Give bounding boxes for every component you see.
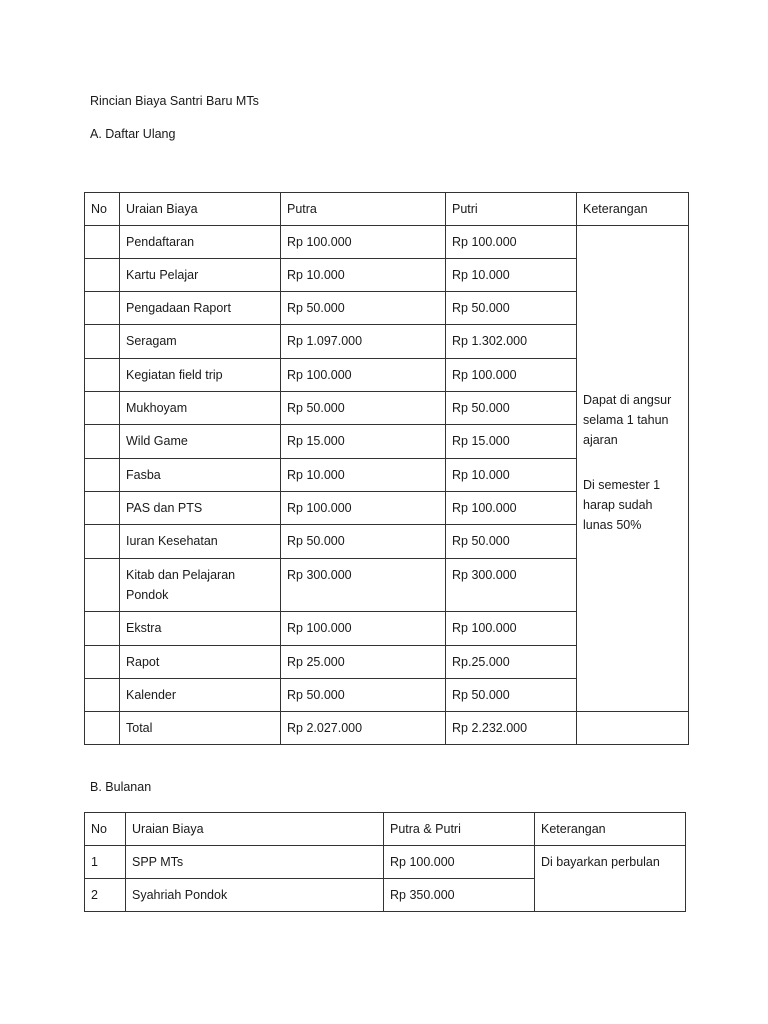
total-label: Total bbox=[120, 712, 281, 745]
total-putri: Rp 2.232.000 bbox=[446, 712, 577, 745]
item-cell: Mukhoyam bbox=[120, 392, 281, 425]
putra-cell: Rp 25.000 bbox=[281, 646, 446, 679]
item-cell: Pengadaan Raport bbox=[120, 292, 281, 325]
putri-cell: Rp 300.000 bbox=[446, 559, 577, 612]
putra-cell: Rp 1.097.000 bbox=[281, 325, 446, 359]
header-cell: No bbox=[85, 193, 120, 226]
putri-cell: Rp 1.302.000 bbox=[446, 325, 577, 359]
putra-cell: Rp 100.000 bbox=[281, 612, 446, 646]
putri-cell: Rp 10.000 bbox=[446, 259, 577, 292]
header-cell: Putra bbox=[281, 193, 446, 226]
item-cell: Syahriah Pondok bbox=[126, 879, 384, 912]
putri-cell: Rp 15.000 bbox=[446, 425, 577, 459]
total-putra: Rp 2.027.000 bbox=[281, 712, 446, 745]
putra-cell: Rp 100.000 bbox=[281, 492, 446, 525]
bulanan-table bbox=[84, 812, 686, 912]
header-cell: Keterangan bbox=[535, 813, 686, 846]
item-cell: SPP MTs bbox=[126, 846, 384, 879]
no-cell bbox=[85, 646, 120, 679]
no-cell bbox=[85, 559, 120, 612]
putra-cell: Rp 100.000 bbox=[281, 226, 446, 259]
putra-cell: Rp 300.000 bbox=[281, 559, 446, 612]
putra-cell: Rp 50.000 bbox=[281, 679, 446, 712]
putra-cell: Rp 50.000 bbox=[281, 292, 446, 325]
putri-cell: Rp 100.000 bbox=[446, 492, 577, 525]
section-b-heading: B. Bulanan bbox=[90, 780, 152, 794]
section-a-heading: A. Daftar Ulang bbox=[90, 127, 176, 141]
no-cell bbox=[85, 425, 120, 459]
no-cell bbox=[85, 712, 120, 745]
table-row bbox=[85, 846, 686, 879]
no-cell: 1 bbox=[85, 846, 126, 879]
keterangan-cell: Di bayarkan perbulan bbox=[535, 846, 686, 912]
header-cell: Uraian Biaya bbox=[126, 813, 384, 846]
no-cell: 2 bbox=[85, 879, 126, 912]
item-cell: Fasba bbox=[120, 459, 281, 492]
keterangan-note-installment: Dapat di angsur selama 1 tahun ajaran bbox=[583, 393, 672, 447]
item-cell: Ekstra bbox=[120, 612, 281, 646]
putri-cell: Rp 50.000 bbox=[446, 292, 577, 325]
putra-cell: Rp 50.000 bbox=[281, 392, 446, 425]
total-row bbox=[85, 712, 689, 745]
item-cell: PAS dan PTS bbox=[120, 492, 281, 525]
no-cell bbox=[85, 325, 120, 359]
item-cell: Iuran Kesehatan bbox=[120, 525, 281, 559]
no-cell bbox=[85, 492, 120, 525]
item-cell: Kitab dan Pelajaran Pondok bbox=[120, 559, 281, 612]
item-cell: Wild Game bbox=[120, 425, 281, 459]
item-cell: Kegiatan field trip bbox=[120, 359, 281, 392]
document-title: Rincian Biaya Santri Baru MTs bbox=[90, 94, 259, 108]
table-header-row bbox=[85, 813, 686, 846]
putri-cell: Rp 50.000 bbox=[446, 679, 577, 712]
no-cell bbox=[85, 359, 120, 392]
no-cell bbox=[85, 525, 120, 559]
putri-cell: Rp 50.000 bbox=[446, 525, 577, 559]
no-cell bbox=[85, 459, 120, 492]
amount-cell: Rp 350.000 bbox=[384, 879, 535, 912]
putri-cell: Rp 100.000 bbox=[446, 612, 577, 646]
putra-cell: Rp 10.000 bbox=[281, 259, 446, 292]
putra-cell: Rp 100.000 bbox=[281, 359, 446, 392]
header-cell: Putra & Putri bbox=[384, 813, 535, 846]
keterangan-note-semester: Di semester 1 harap sudah lunas 50% bbox=[583, 478, 661, 532]
header-cell: Keterangan bbox=[577, 193, 689, 226]
putra-cell: Rp 15.000 bbox=[281, 425, 446, 459]
no-cell bbox=[85, 612, 120, 646]
no-cell bbox=[85, 259, 120, 292]
no-cell bbox=[85, 392, 120, 425]
putri-cell: Rp 100.000 bbox=[446, 359, 577, 392]
putri-cell: Rp.25.000 bbox=[446, 646, 577, 679]
header-cell: No bbox=[85, 813, 126, 846]
putri-cell: Rp 100.000 bbox=[446, 226, 577, 259]
putri-cell: Rp 50.000 bbox=[446, 392, 577, 425]
daftar-ulang-table bbox=[84, 192, 689, 745]
putra-cell: Rp 50.000 bbox=[281, 525, 446, 559]
no-cell bbox=[85, 679, 120, 712]
item-cell: Pendaftaran bbox=[120, 226, 281, 259]
item-cell: Kalender bbox=[120, 679, 281, 712]
header-cell: Putri bbox=[446, 193, 577, 226]
table-row bbox=[85, 226, 689, 259]
header-cell: Uraian Biaya bbox=[120, 193, 281, 226]
putra-cell: Rp 10.000 bbox=[281, 459, 446, 492]
table-header-row bbox=[85, 193, 689, 226]
no-cell bbox=[85, 292, 120, 325]
putri-cell: Rp 10.000 bbox=[446, 459, 577, 492]
item-cell: Seragam bbox=[120, 325, 281, 359]
no-cell bbox=[85, 226, 120, 259]
amount-cell: Rp 100.000 bbox=[384, 846, 535, 879]
item-cell: Kartu Pelajar bbox=[120, 259, 281, 292]
item-cell: Rapot bbox=[120, 646, 281, 679]
keterangan-cell bbox=[577, 226, 689, 712]
total-keterangan bbox=[577, 712, 689, 745]
